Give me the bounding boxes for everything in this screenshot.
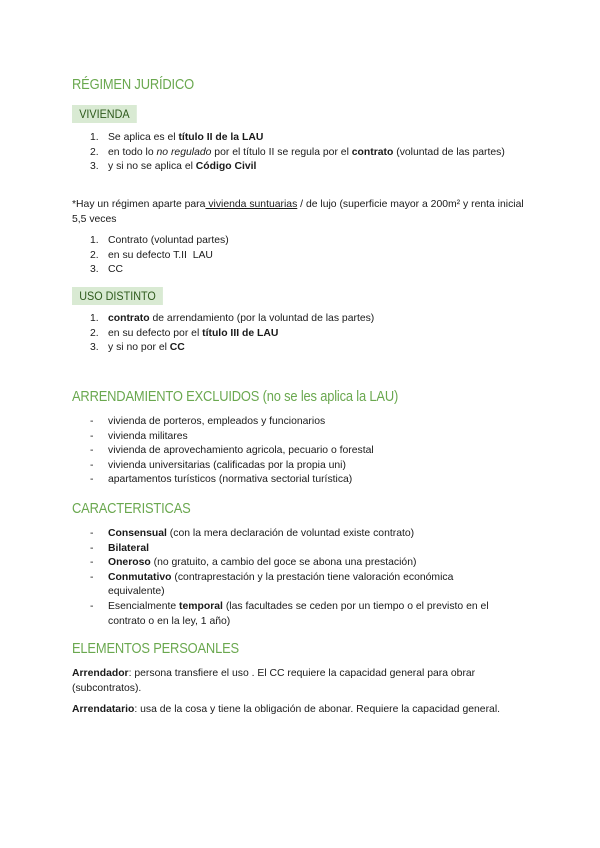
section-label-vivienda: VIVIENDA (72, 105, 137, 123)
list-item: 3. CC (90, 264, 124, 276)
arrendatario-paragraph: Arrendatario: usa de la cosa y tiene la obligación de abonar. Requiere la capacidad general. (72, 704, 501, 715)
vivienda-list (72, 131, 532, 175)
section-title-elementos: ELEMENTOS PERSOANLES (72, 640, 239, 657)
list-item: 1. Se aplica es el título II de la LAU (90, 132, 264, 143)
list-item: - vivienda de porteros, empleados y funcionarios (90, 416, 326, 427)
list-item: 3. y si no se aplica el Código Civil (90, 161, 257, 173)
section-label-uso-distinto: USO DISTINTO (72, 287, 163, 305)
list-item: - vivienda universitarias (calificadas por la propia uni) (90, 459, 346, 471)
list-item: 2. en todo lo no regulado por el título II se regula por el contrato (voluntad de las partes) (90, 146, 505, 158)
excluidos-list (72, 415, 374, 488)
list-item: 2. en su defecto T.II LAU (90, 249, 213, 261)
uso-list (72, 312, 374, 356)
page-title: RÉGIMEN JURÍDICO (72, 76, 194, 93)
list-item: - vivienda militares (90, 430, 188, 442)
note-paragraph: *Hay un régimen aparte para vivienda suntuarias / de lujo (superficie mayor a 200m² y renta inicial 5,5 veces (72, 199, 524, 225)
caracteristicas-list (72, 527, 522, 629)
arrendador-paragraph: Arrendador: persona transfiere el uso . El CC requiere la capacidad general para obrar (subcontratos). (72, 668, 476, 694)
section-title-caracteristicas: CARACTERISTICAS (72, 500, 191, 517)
list-item: - apartamentos turísticos (normativa sectorial turística) (90, 474, 353, 486)
list-item: 1. contrato de arrendamiento (por la voluntad de las partes) (90, 313, 375, 324)
vivienda-list-2 (72, 234, 229, 278)
list-item: - vivienda de aprovechamiento agricola, pecuario o forestal (90, 445, 374, 457)
list-item: 2. en su defecto por el título III de LAU (90, 327, 279, 339)
list-item: 1. Contrato (voluntad partes) (90, 235, 229, 246)
list-item: - Esencialmente temporal (las facultades se ceden por un tiempo o el previsto en el contrato o en la ley, 1 año) (90, 600, 489, 627)
list-item: - Oneroso (no gratuito, a cambio del goce se abona una prestación) (90, 557, 417, 569)
list-item: - Conmutativo (contraprestación y la prestación tiene valoración económica equivalente) (90, 571, 454, 598)
list-item: - Consensual (con la mera declaración de voluntad existe contrato) (90, 528, 415, 539)
section-title-excluidos: ARRENDAMIENTO EXCLUIDOS (no se les aplica la LAU) (72, 388, 399, 405)
list-item: 3. y si no por el CC (90, 342, 185, 354)
list-item: - Bilateral (90, 542, 150, 554)
